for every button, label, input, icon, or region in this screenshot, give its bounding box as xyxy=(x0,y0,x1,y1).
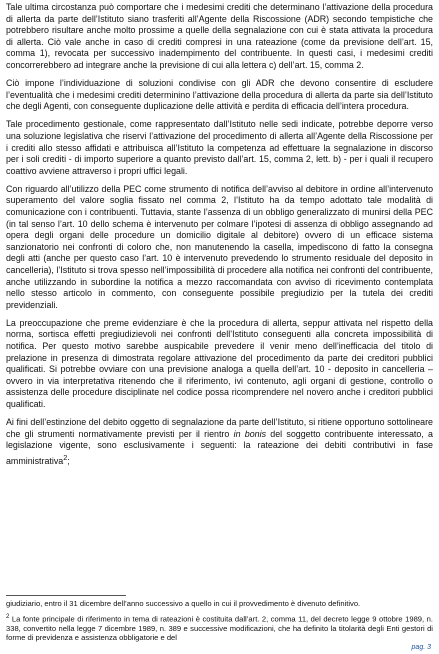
footnote-2-text: La fonte principale di riferimento in tema di rateazioni è costituita dall’art. 2, comma 11, del decreto legge 9 ottobre 1989, n. 338, convertito nella legge 7 dicembre 1989, n. 389 e successive modificazioni, che ha definito la titolarità degli Enti gestori di forme di previdenza e assistenza obbligatorie e del xyxy=(6,614,433,643)
paragraph-6 xyxy=(6,417,433,467)
paragraph-3: Tale procedimento gestionale, come rappresentato dall’Istituto nelle sedi indicate, potrebbe deporre verso una soluzione legislativa che riservi l’attivazione del procedimento di allerta all’Agente della Riscossione per i crediti allo stesso affidati e attribuisca all’Istituto la competenza ad effettuare la segnalazione in discorso per i soli crediti - di importo superiore a quanto previsto dall’art. 15, comma 2, lett. b) - per i quali il recupero coattivo avviene attraverso i propri uffici legali. xyxy=(6,119,433,176)
paragraph-1: Tale ultima circostanza può comportare che i medesimi crediti che determinano l’attivazione della procedura di allerta da parte dell’Istituto siano trasferiti all’Agente della Riscossione (ADR) secondo tempistiche che potrebbero risultare anche molto prossime a quelle della segnalazione con cui è stata attivata la procedura di allerta. Ciò vale anche in caso di crediti compresi in una rateazione (come da previsione dell’art. 15, comma 1), revocata per successivo inadempimento del contribuente. In questi casi, i medesimi crediti concorrerebbero ad integrare anche la previsione di cui alla lettera c) dell’art. 15, comma 2. xyxy=(6,2,433,70)
footnote-separator xyxy=(6,595,126,596)
footnotes xyxy=(6,599,433,647)
paragraph-5: La preoccupazione che preme evidenziare è che la procedura di allerta, seppur attivata nel rispetto della norma, sortisca effetti pregiudizievoli nei confronti dell’Istituto conseguenti alla concreta impossibilità di notifica. Per questo motivo sarebbe auspicabile prevedere il venir meno dell’inefficacia del titolo di prelazione in presenza di dimostrata regolare attivazione del procedimento da parte dei creditori pubblici qualificati. Si potrebbe ovviare con una previsione analoga a quella dell’art. 10 - deposito in cancelleria – ovvero in via interpretativa ritenendo che il riferimento, ivi contenuto, agli organi di gestione, controllo o assistenza delle procedure disciplinate nel codice possa ricomprendere nel novero anche i creditori pubblici qualificati. xyxy=(6,317,433,409)
footnote-ref-2[interactable]: 2 xyxy=(63,452,68,462)
page-number: pag. 3 xyxy=(411,644,431,651)
paragraph-6-italic: in bonis xyxy=(233,428,267,439)
footnote-continuation: giudiziario, entro il 31 dicembre dell’anno successivo a quello in cui il provvedimento è divenuto definitivo. xyxy=(6,599,361,608)
paragraph-6-text-a: Ai fini dell’estinzione del debito oggetto di segnalazione da parte dell’Istituto, si ritiene opportuno sottolineare che gli strumenti normativamente previsti per il rientro xyxy=(6,417,433,439)
paragraph-6-end: ; xyxy=(67,455,70,466)
paragraph-4: Con riguardo all’utilizzo della PEC come strumento di notifica dell’avviso al debitore in ordine all’intervenuto superamento del valore soglia fissato nel comma 2, l’Istituto ha da tempo adottato tale modalità di comunicazione con i contribuenti. Tuttavia, stante l’assenza di un obbligo generalizzato di munirsi della PEC (in tal senso l’art. 10 dello schema è intervenuto per colmare l’ipotesi di assenza di obbligo assegnando ad opera degli organi delle procedure un domicilio digitale al debitore) ovvero di un efficace sistema sanzionatorio nei confronti di coloro che, non manutenendo la casella, impediscono di fatto la consegna degli atti (anche per questo caso l’art. 10 è intervenuto prevedendo lo strumento residuale del deposito in cancelleria), l’Istituto si trova spesso nell’impossibilità di procedere alla notifica nei confronti del contribuente, anche utilizzando in subordine la notifica a mezzo raccomandata con avviso di ricevimento contemplata nello stesso articolo in commento, con conseguente possibile pregiudizio per la tutela dei crediti previdenziali. xyxy=(6,183,433,310)
paragraph-6-text-b: del soggetto contribuente interessato, a legislazione vigente, sono esclusivamente i seguenti: la rateazione dei debiti contributivi in fase amministrativa xyxy=(6,428,433,466)
footnote-2-number: 2 xyxy=(6,613,10,620)
footnote-2 xyxy=(6,613,433,643)
paragraph-2: Ciò impone l’individuazione di soluzioni condivise con gli ADR che devono consentire di escludere l’eventualità che i medesimi crediti determinino l’attivazione della procedura di allerta da parte sia dell’Istituto che degli Agenti, con conseguente duplicazione delle attività e perdita di efficacia dell’intera procedura. xyxy=(6,78,433,112)
